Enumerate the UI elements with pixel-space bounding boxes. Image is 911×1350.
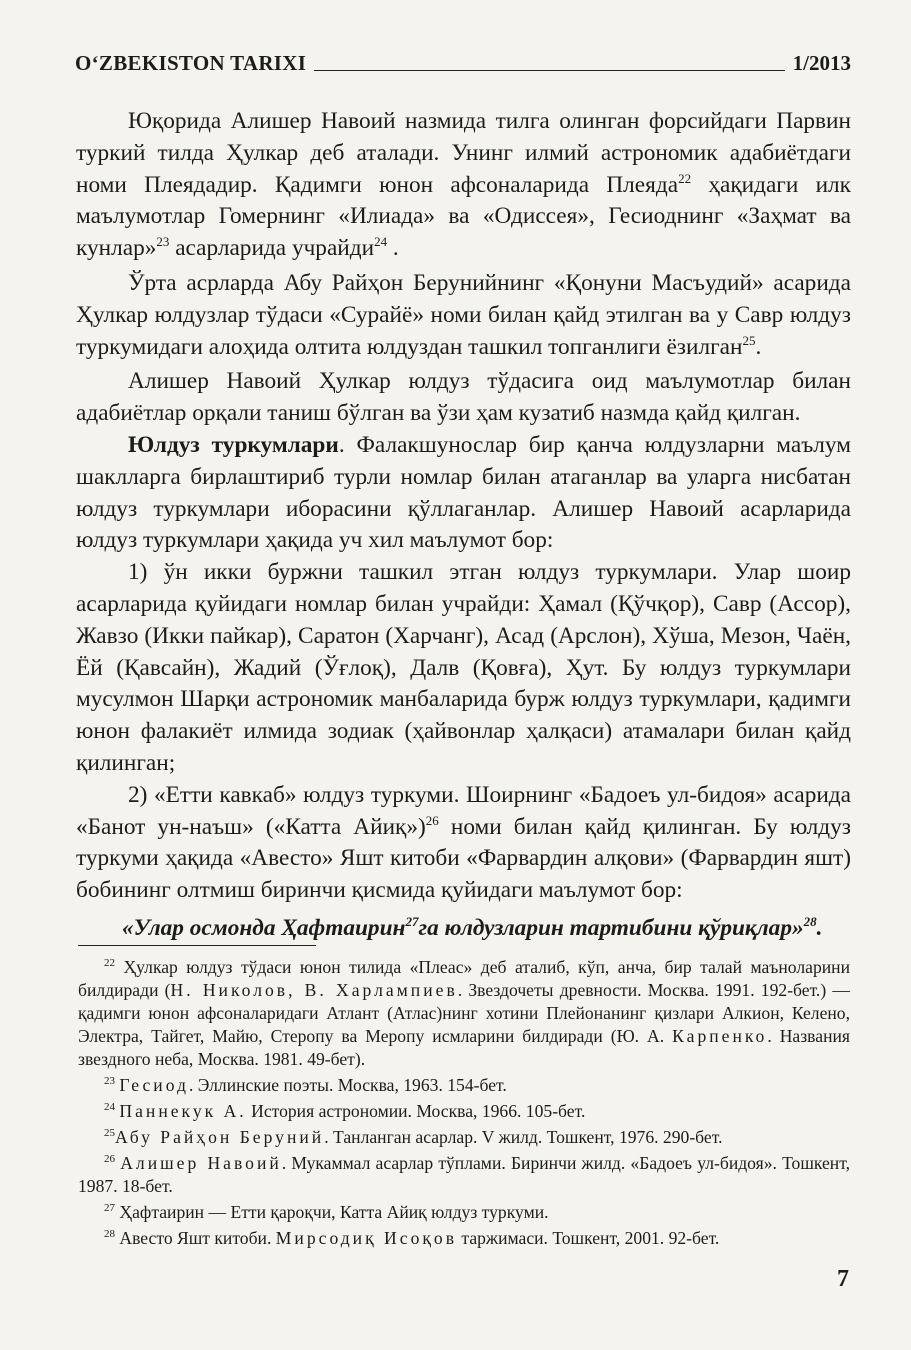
- footnote-ref-24[interactable]: 24: [374, 234, 388, 250]
- footnote-number: 24: [104, 1101, 115, 1114]
- header-rule: [314, 70, 784, 71]
- text-run: История астрономии. Москва, 1966. 105-бет.: [246, 1101, 586, 1121]
- paragraph-pleiades-intro: [76, 106, 851, 265]
- footnote-number: 22: [104, 957, 115, 970]
- text-run: .: [816, 914, 823, 941]
- footnote-number: 23: [104, 1075, 115, 1088]
- issue-number: 1/2013: [792, 51, 851, 75]
- footnotes: [78, 956, 850, 1250]
- paragraph-beruni: [76, 268, 851, 363]
- text-run: . Фалакшунослар бир қанча юлдузларни маълум шаклларга бирлаштириб турли номлар билан атаганлар ва уларга нисбатан юлдуз туркумлари иборасини қўллаганлар. Алишер Навоий асарларида юлдуз туркумлари ҳақида уч хил маълумот бор:: [76, 431, 851, 554]
- footnote-number: 28: [104, 1228, 115, 1241]
- footnote-24: [78, 1100, 850, 1123]
- text-run: номи билан қайд қилинган. Бу юлдуз туркуми ҳақида «Авесто» Яшт китоби «Фарвардин алқови» (Фарвардин яшт) бобининг олтмиш биринчи қисмида қуйидаги маълумот бор:: [76, 813, 851, 904]
- text-run: таржимаси. Тошкент, 2001. 92-бет.: [457, 1228, 720, 1248]
- footnote-ref-27[interactable]: 27: [405, 914, 419, 930]
- text-run: Ҳафтаирин — Етти қароқчи, Катта Айиқ юлдуз туркуми.: [115, 1202, 549, 1222]
- text-run: . Танланган асарлар. V жилд. Тошкент, 1976. 290-бет.: [324, 1127, 723, 1147]
- footnote-23: [78, 1074, 850, 1097]
- footnote-ref-22[interactable]: 22: [678, 170, 692, 186]
- footnote-separator: [78, 945, 316, 946]
- footnote-22: [78, 956, 850, 1071]
- footnote-ref-25[interactable]: 25: [742, 332, 756, 348]
- author-name: Н. Николов, В. Харлампиев: [170, 980, 458, 1000]
- text-run: ҳақидаги илк маълумотлар Гомернинг «Илиада» ва «Одиссея», Гесиоднинг «Заҳмат ва кунлар»: [76, 171, 851, 262]
- author-name: Абу Райҳон Беруний: [115, 1127, 325, 1147]
- author-name: Мирсодиқ Исоқов: [275, 1228, 458, 1248]
- footnote-27: [78, 1201, 850, 1224]
- text-run: .: [755, 333, 762, 360]
- text-run: Ўрта асрларда Абу Райҳон Берунийнинг «Қонуни Масъудий» асарида Ҳулкар юлдузлар тўдаси «Сурайё» номи билан қайд этилган ва у Савр юлдуз туркумидаги алоҳида олтита юлдуздан ташкил топганлиги ёзилган: [76, 269, 851, 360]
- text-run: Авесто Яшт китоби.: [115, 1228, 276, 1248]
- footnote-ref-28[interactable]: 28: [803, 914, 817, 930]
- avesta-quote: [76, 913, 851, 945]
- journal-title: O‘ZBEKISTON TARIXI: [75, 51, 307, 75]
- author-name: Алишер Навоий: [120, 1153, 282, 1173]
- footnote-number: 25: [104, 1127, 115, 1140]
- author-name: Гесиод: [119, 1075, 189, 1095]
- footnote-28: [78, 1227, 850, 1250]
- text-run: . Эллинские поэты. Москва, 1963. 154-бет.: [188, 1075, 507, 1095]
- paragraph-zodiac: 1) ўн икки буржни ташкил этган юлдуз туркумлари. Улар шоир асарларида қуйидаги номлар билан учрайди: Ҳамал (Қўчқор), Савр (Ассор), Жавзо (Икки пайкар), Саратон (Харчанг), Асад (Арслон), Хўша, Мезон, Чаён, Ёй (Қавсайн), Жадий (Ўғлоқ), Далв (Қовға), Ҳут. Бу юлдуз туркумлари мусулмон Шарқи астрономик манбаларида бурж юлдуз туркумлари, қадимги юнон фалакиёт илмида зодиак (ҳайвонлар ҳалқаси) атамалари билан қайд қилинган;: [76, 559, 851, 776]
- footnote-number: 27: [104, 1202, 115, 1215]
- author-name: Паннекук А.: [119, 1101, 247, 1121]
- text-run: Ҳулкар юлдуз тўдаси юнон тилида «Плеас» деб аталиб, кўп, анча, бир талай маъноларини билдиради (: [78, 957, 850, 1000]
- text-run: 2) «Етти кавкаб» юлдуз туркуми. Шоирнинг «Бадоеъ ул-бидоя» асарида «Банот ун-наъш» («Катта Айиқ»): [76, 781, 851, 840]
- footnote-number: 26: [104, 1153, 115, 1166]
- text-run: .: [387, 235, 399, 262]
- text-run: . Названия звездного неба, Москва. 1981. 49-бет).: [78, 1026, 850, 1069]
- text-run: га юлдузларин тартибини қўриқлар»: [418, 914, 804, 941]
- footnote-ref-23[interactable]: 23: [156, 234, 170, 250]
- text-run: асарларида учрайди: [169, 235, 375, 262]
- text-run: . Мукаммал асарлар тўплами. Биринчи жилд. «Бадоеъ ул-бидоя». Тошкент, 1987. 18-бет.: [78, 1153, 850, 1196]
- text-run: Юқорида Алишер Навоий назмида тилга олинган форсийдаги Парвин туркий тилда Ҳулкар деб аталади. Унинг илмий астрономик адабиётдаги номи Плеядадир. Қадимги юнон афсоналарида Плеяда: [76, 108, 851, 198]
- section-heading: Юлдуз туркумлари: [128, 431, 339, 458]
- paragraph-navoi-observation: Алишер Навоий Ҳулкар юлдуз тўдасига оид маълумотлар билан адабиётлар орқали таниш бўлган ва ўзи ҳам кузатиб назмда қайд қилган.: [76, 368, 851, 427]
- paragraph-seven-stars: [76, 780, 851, 907]
- author-name: Карпенко: [672, 1026, 768, 1046]
- text-run: . Звездочеты древности. Москва. 1991. 192-бет.) — қадимги юнон афсоналаридаги Атлант (Атлас)нинг хотини Плейонанинг қизлари Алкион, Келено, Электра, Тайгет, Майю, Стеропу ва Меропу исмларини билдиради (Ю. А.: [78, 980, 850, 1046]
- text-run: «Улар осмонда Ҳафтаирин: [122, 914, 406, 941]
- article-body: [76, 106, 851, 945]
- footnote-ref-26[interactable]: 26: [425, 812, 439, 828]
- page-number: 7: [837, 1266, 849, 1292]
- footnote-26: [78, 1152, 850, 1198]
- running-header: [75, 44, 851, 74]
- footnote-25: [78, 1126, 850, 1149]
- paragraph-constellations: [76, 430, 851, 557]
